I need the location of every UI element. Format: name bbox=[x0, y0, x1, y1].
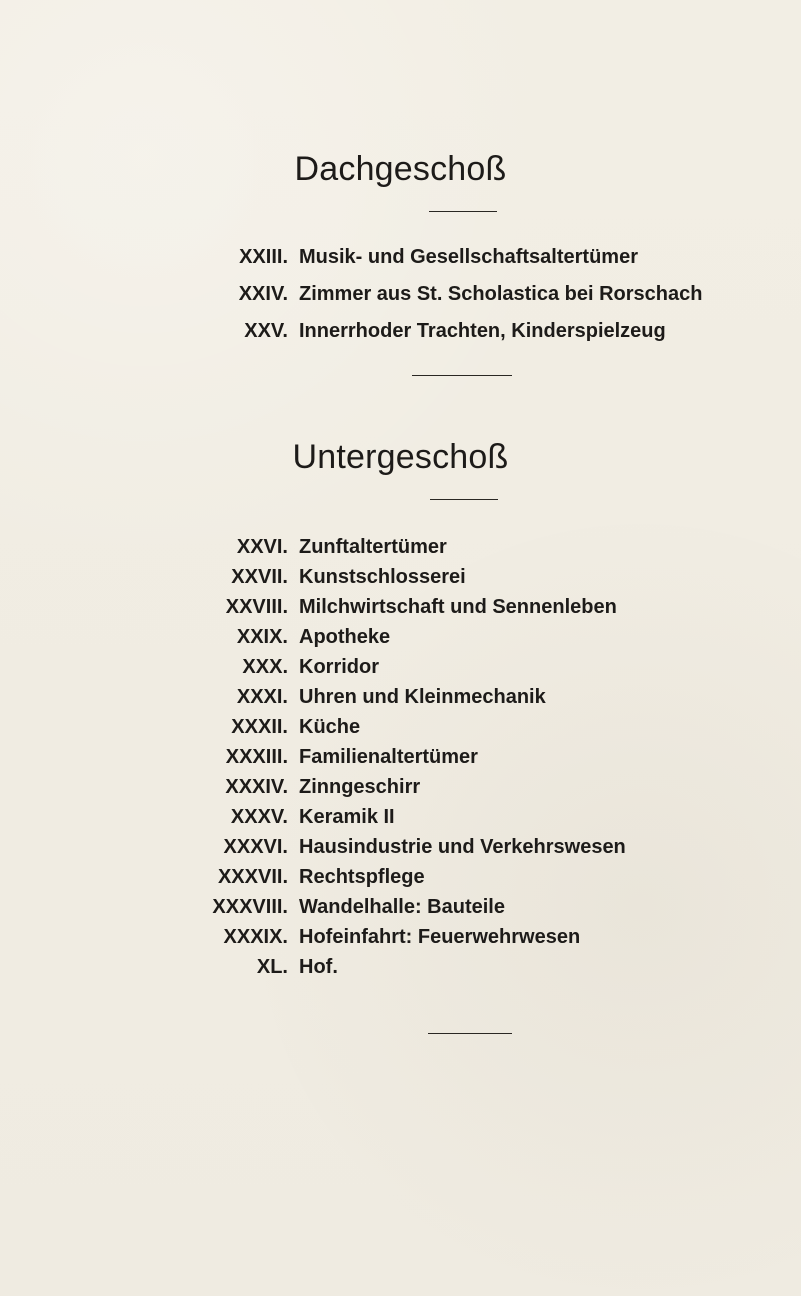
list-item bbox=[0, 922, 801, 952]
list-item bbox=[0, 952, 801, 982]
room-name: Musik- und Gesellschaftsaltertümer bbox=[299, 246, 638, 268]
room-name: Rechtspflege bbox=[299, 866, 425, 888]
room-number: XXXIV. bbox=[225, 776, 288, 798]
room-number: XXXI. bbox=[236, 686, 288, 708]
list-item bbox=[0, 742, 801, 772]
room-number: XXX. bbox=[242, 656, 288, 678]
list-item bbox=[0, 832, 801, 862]
room-name: Apotheke bbox=[299, 626, 391, 648]
basement-room-list bbox=[0, 532, 801, 982]
room-name: Zimmer aus St. Scholastica bei Rorschach bbox=[299, 283, 703, 305]
room-number: XXXV. bbox=[230, 806, 288, 828]
section-divider bbox=[412, 375, 512, 376]
basement-heading: Untergeschoß bbox=[292, 438, 509, 476]
room-number: XXVI. bbox=[236, 536, 288, 558]
list-item bbox=[0, 892, 801, 922]
list-item bbox=[0, 862, 801, 892]
room-name: Hof. bbox=[299, 956, 338, 978]
room-name: Milchwirtschaft und Sennenleben bbox=[299, 596, 617, 618]
room-name: Hofeinfahrt: Feuerwehrwesen bbox=[299, 926, 581, 948]
room-name: Wandelhalle: Bauteile bbox=[299, 896, 505, 918]
attic-rule bbox=[429, 211, 497, 212]
list-item bbox=[0, 562, 801, 592]
room-number: XXXIII. bbox=[225, 746, 288, 768]
list-item bbox=[0, 239, 801, 276]
attic-heading: Dachgeschoß bbox=[294, 150, 507, 188]
room-number: XXVIII. bbox=[225, 596, 288, 618]
room-number: XXXII. bbox=[231, 716, 288, 738]
room-name: Familienaltertümer bbox=[299, 746, 478, 768]
room-name: Korridor bbox=[299, 656, 379, 678]
room-number: XXXIX. bbox=[223, 926, 288, 948]
room-name: Uhren und Kleinmechanik bbox=[299, 686, 546, 708]
room-name: Keramik II bbox=[299, 806, 395, 828]
list-item bbox=[0, 712, 801, 742]
list-item bbox=[0, 802, 801, 832]
list-item bbox=[0, 772, 801, 802]
attic-room-list bbox=[0, 239, 801, 350]
room-name: Hausindustrie und Verkehrswesen bbox=[299, 836, 626, 858]
room-name: Küche bbox=[299, 716, 361, 738]
list-item bbox=[0, 652, 801, 682]
room-number: XXXVII. bbox=[217, 866, 288, 888]
closing-rule bbox=[428, 1033, 512, 1034]
room-name: Kunstschlosserei bbox=[299, 566, 466, 588]
room-name: Zinngeschirr bbox=[299, 776, 421, 798]
list-item bbox=[0, 682, 801, 712]
room-number: XXIV. bbox=[238, 283, 288, 305]
list-item bbox=[0, 313, 801, 350]
list-item bbox=[0, 592, 801, 622]
room-number: XXVII. bbox=[231, 566, 288, 588]
room-number: XXIII. bbox=[239, 246, 288, 268]
room-name: Zunftaltertümer bbox=[299, 536, 447, 558]
room-number: XXXVIII. bbox=[212, 896, 288, 918]
room-number: XL. bbox=[256, 956, 288, 978]
list-item bbox=[0, 532, 801, 562]
list-item bbox=[0, 276, 801, 313]
room-number: XXV. bbox=[244, 320, 288, 342]
basement-rule bbox=[430, 499, 498, 500]
list-item bbox=[0, 622, 801, 652]
room-number: XXIX. bbox=[236, 626, 288, 648]
room-number: XXXVI. bbox=[223, 836, 288, 858]
room-name: Innerrhoder Trachten, Kinderspielzeug bbox=[299, 320, 666, 342]
